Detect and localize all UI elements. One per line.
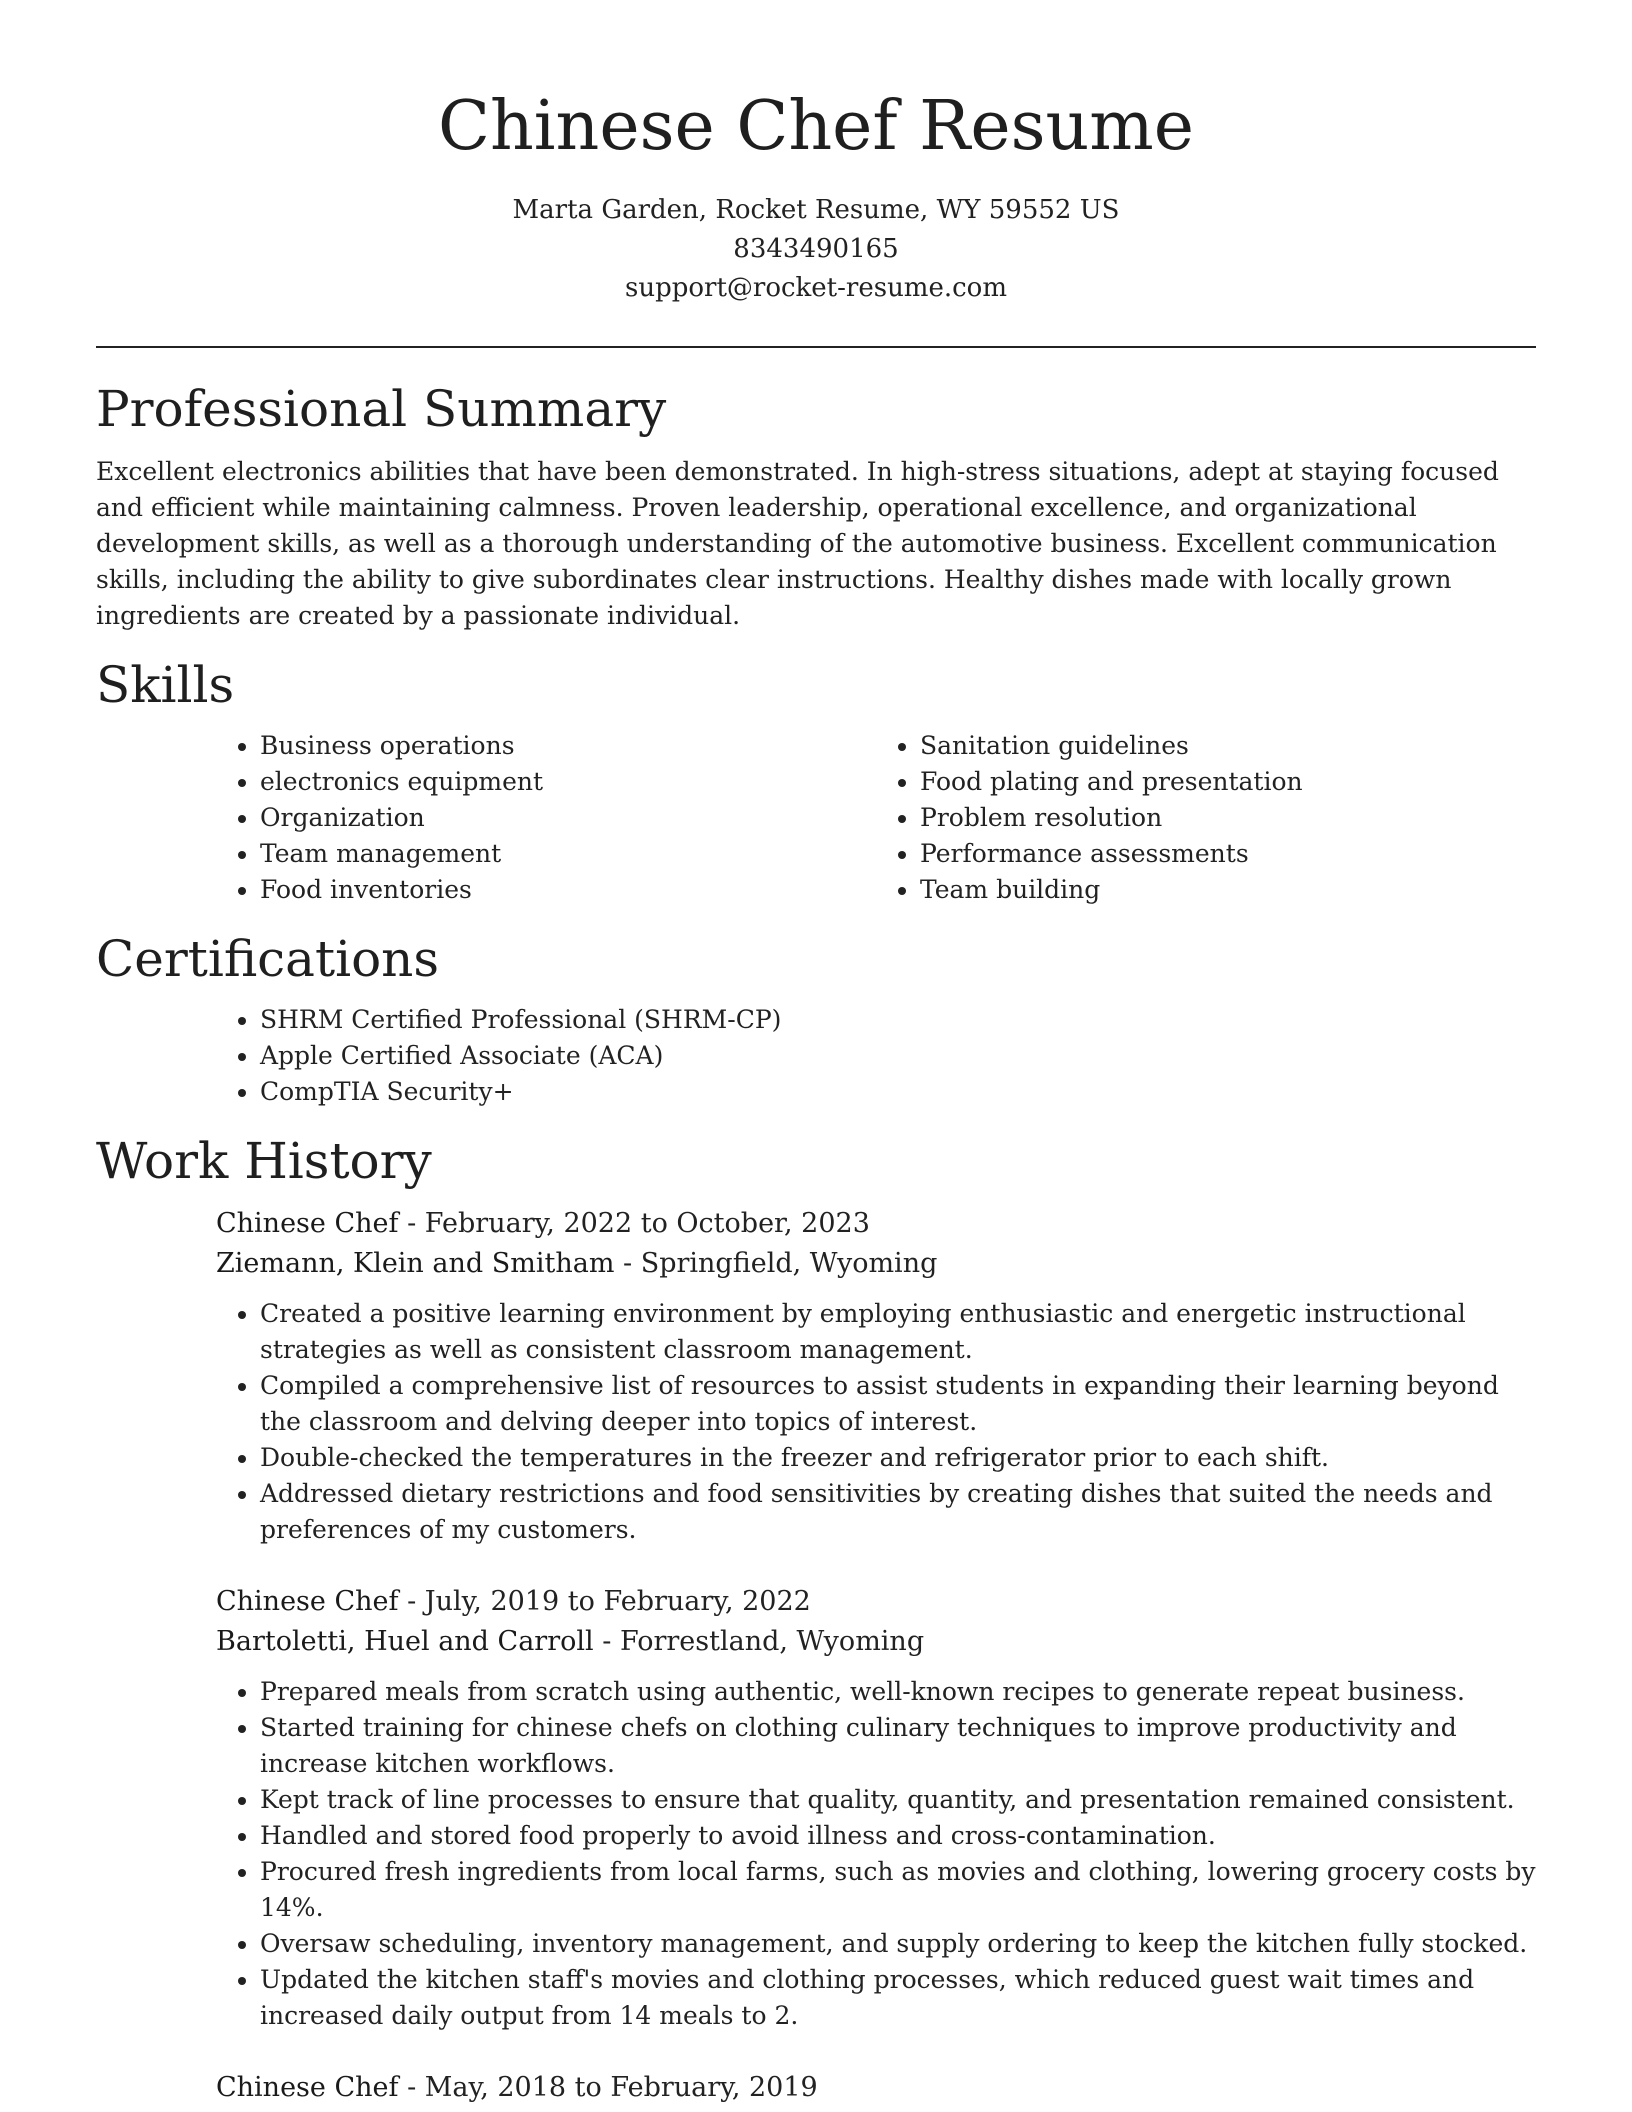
job-entry bbox=[216, 1582, 1536, 2034]
job-location: - Forrestland, Wyoming bbox=[593, 1626, 925, 1657]
contact-phone: 8343490165 bbox=[733, 234, 899, 264]
job-title-line bbox=[216, 1204, 1536, 1244]
job-location: - Springfield, Wyoming bbox=[614, 1248, 938, 1279]
skills-grid bbox=[216, 728, 1536, 908]
job-entry bbox=[216, 2068, 1536, 2108]
certifications-list bbox=[216, 1002, 1536, 1110]
work-history-section bbox=[96, 1130, 1536, 2108]
skill-item: • Sanitation guidelines bbox=[920, 728, 1536, 764]
skill-item: • Business operations bbox=[260, 728, 876, 764]
job-bullet: • Created a positive learning environment by employing enthusiastic and energetic instructional strategies as well as consistent classroom management. bbox=[260, 1296, 1536, 1368]
job-dates: - February, 2022 to October, 2023 bbox=[398, 1208, 870, 1239]
skill-item: • Food inventories bbox=[260, 872, 876, 908]
contact-address: Marta Garden, Rocket Resume, WY 59552 US bbox=[512, 195, 1120, 225]
job-title-line bbox=[216, 2068, 1536, 2108]
job-bullet: • Handled and stored food properly to avoid illness and cross-contamination. bbox=[260, 1818, 1536, 1854]
certification-item: • CompTIA Security+ bbox=[260, 1074, 1536, 1110]
job-bullets bbox=[216, 1296, 1536, 1548]
job-company-line bbox=[216, 1244, 1536, 1284]
summary-section bbox=[96, 378, 1536, 634]
skill-item: • Organization bbox=[260, 800, 876, 836]
job-role: Chinese Chef bbox=[216, 2072, 399, 2103]
job-company: Bartoletti, Huel and Carroll bbox=[216, 1626, 594, 1657]
skills-heading: Skills bbox=[96, 656, 235, 714]
summary-text: Excellent electronics abilities that have been demonstrated. In high-stress situations, adept at staying focused and efficient while maintaining calmness. Proven leadership, operational excellence, and organizational development skills, as well as a thorough understanding of the automotive business. Excellent communication skills, including the ability to give subordinates clear instructions. Healthy dishes made with locally grown ingredients are created by a passionate individual. bbox=[96, 457, 1499, 630]
skill-item: • Performance assessments bbox=[920, 836, 1536, 872]
contact-email: support@rocket-resume.com bbox=[624, 273, 1007, 303]
job-bullet: • Kept track of line processes to ensure that quality, quantity, and presentation remained consistent. bbox=[260, 1782, 1536, 1818]
job-bullet: • Oversaw scheduling, inventory management, and supply ordering to keep the kitchen fully stocked. bbox=[260, 1926, 1536, 1962]
work-history-heading: Work History bbox=[96, 1132, 432, 1190]
certifications-section bbox=[96, 928, 1536, 1110]
skill-item: • Food plating and presentation bbox=[920, 764, 1536, 800]
job-title-line bbox=[216, 1582, 1536, 1622]
job-bullet: • Double-checked the temperatures in the freezer and refrigerator prior to each shift. bbox=[260, 1440, 1536, 1476]
job-dates: - July, 2019 to February, 2022 bbox=[398, 1586, 811, 1617]
certification-item: • Apple Certified Associate (ACA) bbox=[260, 1038, 1536, 1074]
job-role: Chinese Chef bbox=[216, 1208, 399, 1239]
job-bullet: • Updated the kitchen staff's movies and clothing processes, which reduced guest wait times and increased daily output from 14 meals to 2. bbox=[260, 1962, 1536, 2034]
job-role: Chinese Chef bbox=[216, 1586, 399, 1617]
contact-info bbox=[0, 191, 1632, 308]
job-bullet: • Prepared meals from scratch using authentic, well-known recipes to generate repeat business. bbox=[260, 1674, 1536, 1710]
job-bullet: • Addressed dietary restrictions and food sensitivities by creating dishes that suited the needs and preferences of my customers. bbox=[260, 1476, 1536, 1548]
job-entry bbox=[216, 1204, 1536, 1548]
job-bullets bbox=[216, 1674, 1536, 2034]
certification-item: • SHRM Certified Professional (SHRM-CP) bbox=[260, 1002, 1536, 1038]
skill-item: • electronics equipment bbox=[260, 764, 876, 800]
skills-list-right bbox=[876, 728, 1536, 908]
summary-heading: Professional Summary bbox=[96, 380, 667, 438]
certifications-heading: Certifications bbox=[96, 930, 440, 988]
job-bullet: • Procured fresh ingredients from local farms, such as movies and clothing, lowering grocery costs by 14%. bbox=[260, 1854, 1536, 1926]
job-bullet: • Started training for chinese chefs on clothing culinary techniques to improve productivity and increase kitchen workflows. bbox=[260, 1710, 1536, 1782]
skill-item: • Team management bbox=[260, 836, 876, 872]
job-company-line bbox=[216, 1622, 1536, 1662]
skill-item: • Problem resolution bbox=[920, 800, 1536, 836]
skills-section bbox=[96, 654, 1536, 908]
skill-item: • Team building bbox=[920, 872, 1536, 908]
page-title: Chinese Chef Resume bbox=[437, 87, 1195, 166]
job-company: Ziemann, Klein and Smitham bbox=[216, 1248, 615, 1279]
job-bullet: • Compiled a comprehensive list of resources to assist students in expanding their learning beyond the classroom and delving deeper into topics of interest. bbox=[260, 1368, 1536, 1440]
resume-header bbox=[0, 0, 1632, 308]
job-dates: - May, 2018 to February, 2019 bbox=[398, 2072, 818, 2103]
skills-list-left bbox=[216, 728, 876, 908]
header-divider bbox=[96, 346, 1536, 348]
